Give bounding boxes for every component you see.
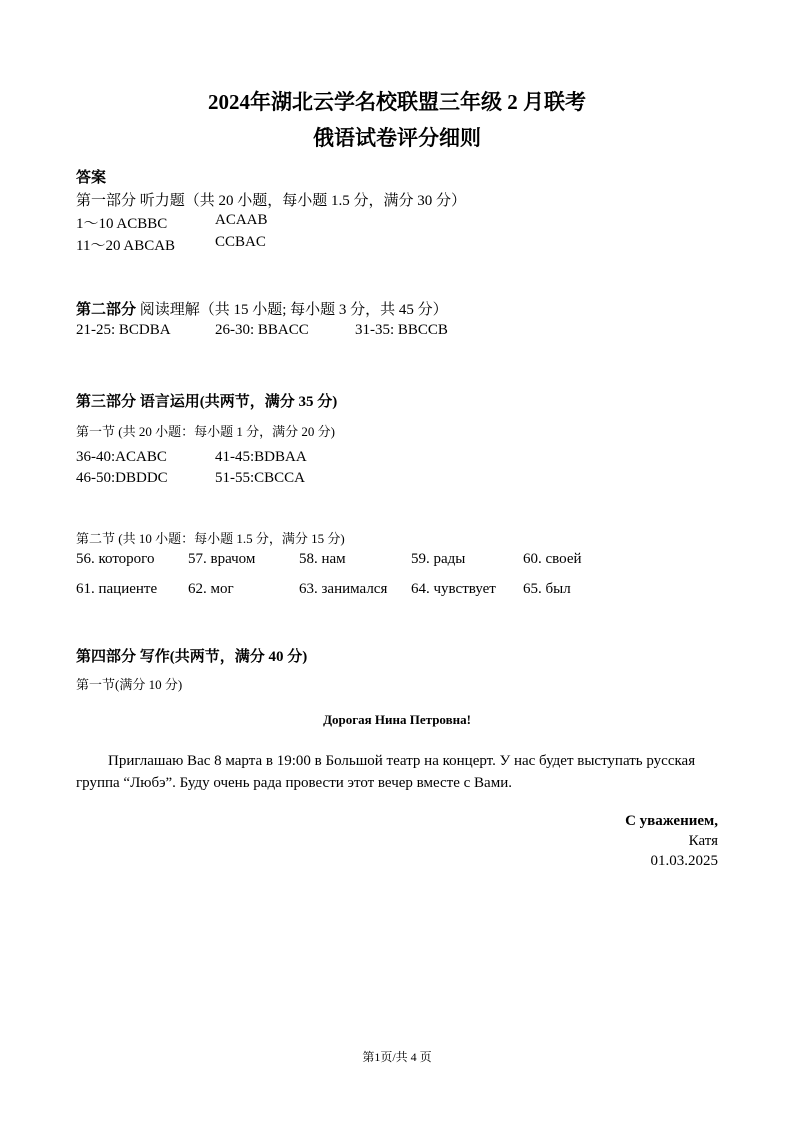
part1-answer: ACAAB	[215, 212, 268, 228]
part3-word-answer: 63. занимался	[299, 581, 388, 597]
part4-section1-heading: 第一节(满分 10 分)	[76, 677, 183, 692]
part3-word-answer: 61. пациенте	[76, 581, 158, 597]
part3-word-answer: 58. нам	[299, 551, 346, 567]
part3-answer: 46-50:DBDDC	[76, 470, 168, 486]
part3-answer: 36-40:ACABC	[76, 449, 167, 465]
part1-heading: 第一部分 听力题（共 20 小题，每小题 1.5 分，满分 30 分）	[76, 193, 467, 209]
part3-word-answer: 65. был	[523, 581, 571, 597]
part2-answer: 21-25: BCDBA	[76, 322, 171, 338]
part4-heading: 第四部分 写作(共两节，满分 40 分)	[76, 649, 308, 665]
part3-word-answer: 59. рады	[411, 551, 466, 567]
part2-answer: 31-35: BBCCB	[355, 322, 448, 338]
letter-signature: Катя	[688, 833, 718, 849]
part2-heading-detail: 阅读理解（共 15 小题; 每小题 3 分，共 45 分）	[136, 302, 448, 318]
part2-answer: 26-30: BBACC	[215, 322, 309, 338]
document-subtitle: 俄语试卷评分细则	[313, 126, 481, 150]
part2-heading	[76, 298, 448, 319]
letter-closing: С уважением,	[625, 813, 718, 829]
part3-word-answer: 60. своей	[523, 551, 582, 567]
answers-heading: 答案	[76, 170, 107, 186]
part3-word-answer: 62. мог	[188, 581, 234, 597]
part2-heading-label: 第二部分	[76, 302, 137, 318]
part3-word-answer: 64. чувствует	[411, 581, 496, 597]
part3-heading: 第三部分 语言运用(共两节，满分 35 分)	[76, 394, 338, 410]
part3-section1-heading: 第一节 (共 20 小题：每小题 1 分，满分 20 分)	[76, 424, 335, 439]
part1-answer: CCBAC	[215, 234, 266, 250]
letter-salutation: Дорогая Нина Петровна!	[323, 712, 471, 727]
letter-body: Приглашаю Вас 8 марта в 19:00 в Большой театр на концерт. У нас будет выступать русская группа “Любэ”. Буду очень рада провести этот вечер вместе с Вами.	[76, 753, 696, 791]
part3-answer: 41-45:BDBAA	[215, 449, 307, 465]
letter-date: 01.03.2025	[650, 853, 718, 869]
part3-word-answer: 57. врачом	[188, 551, 256, 567]
part3-answer: 51-55:CBCCA	[215, 470, 306, 486]
page-footer: 第1页/共 4 页	[362, 1050, 432, 1064]
document-title: 2024年湖北云学名校联盟三年级 2 月联考	[208, 90, 586, 114]
part3-word-answer: 56. которого	[76, 551, 155, 567]
part1-answer: 1～10 ACBBC	[76, 216, 168, 232]
part1-answer: 11～20 ABCAB	[76, 238, 176, 254]
part3-section2-heading: 第二节 (共 10 小题：每小题 1.5 分，满分 15 分)	[76, 531, 345, 546]
